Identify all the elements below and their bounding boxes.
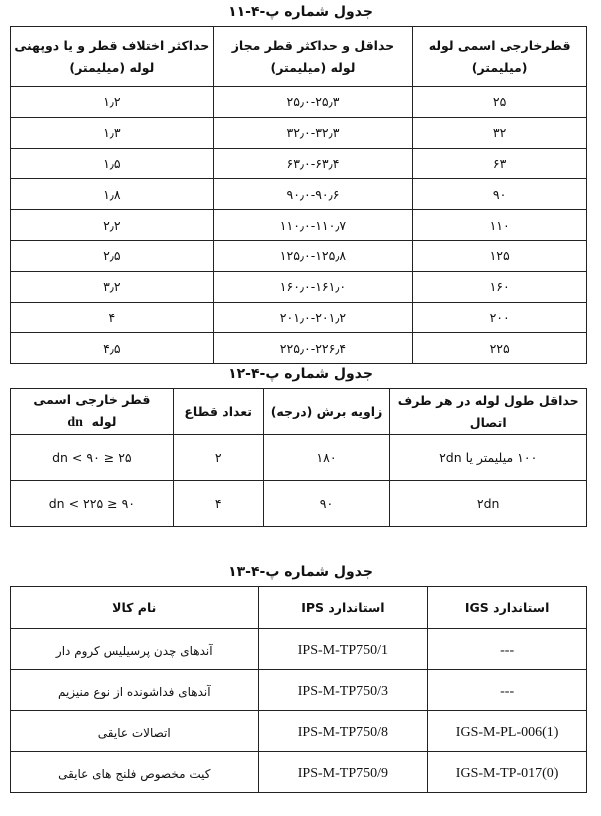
table-row: [11, 435, 587, 481]
nominal-diameter-cell: ۳۲: [413, 117, 587, 148]
table-11-caption: جدول شماره پ-۴-۱۱: [228, 4, 373, 20]
table-11-header-row: [11, 27, 587, 87]
igs-standard-cell-text: IGS-M-PL-006(1): [455, 725, 559, 740]
min-max-diameter-cell: ۲۵٫۰-۲۵٫۳: [213, 87, 413, 118]
item-name-cell: [11, 629, 259, 670]
header-segment-count: تعداد قطاع: [173, 389, 263, 435]
table-row: [11, 333, 587, 364]
ips-standard-cell: [258, 670, 428, 711]
item-name-cell-text: اتصالات عایقی: [97, 725, 171, 740]
dn-range-cell: ۹۰ ≤ dn < ۲۲۵: [11, 481, 174, 527]
max-difference-cell: ۴٫۵: [11, 333, 214, 364]
nominal-diameter-cell: ۲۵: [413, 87, 587, 118]
table-row: [11, 302, 587, 333]
table-row: [11, 670, 587, 711]
min-max-diameter-cell: ۹۰٫۰-۹۰٫۶: [213, 179, 413, 210]
item-name-cell: [11, 670, 259, 711]
table-13: [10, 586, 587, 793]
table-row: [11, 148, 587, 179]
nominal-diameter-cell: ۶۳: [413, 148, 587, 179]
table-row: [11, 210, 587, 241]
item-name-cell-text: کیت مخصوص فلنج های عایقی: [58, 766, 211, 781]
max-difference-cell: ۲٫۲: [11, 210, 214, 241]
header-cut-angle: زاویه برش (درجه): [263, 389, 390, 435]
igs-standard-cell: [428, 670, 587, 711]
max-difference-cell: ۱٫۳: [11, 117, 214, 148]
nominal-diameter-cell: ۹۰: [413, 179, 587, 210]
table-12: [10, 388, 587, 527]
table-row: [11, 271, 587, 302]
item-name-cell: [11, 752, 259, 793]
nominal-diameter-cell: ۱۶۰: [413, 271, 587, 302]
header-nominal-dn: قطر خارجی اسمی لوله dn: [11, 389, 174, 435]
table-row: [11, 752, 587, 793]
angle-cell: ۱۸۰: [263, 435, 390, 481]
header-nominal-diameter: قطرخارجی اسمی لوله (میلیمتر): [413, 27, 587, 87]
ips-standard-cell-text: IPS-M-TP750/8: [297, 725, 388, 740]
ips-standard-cell: [258, 711, 428, 752]
table-13-header-row: [11, 587, 587, 629]
min-max-diameter-cell: ۲۲۵٫۰-۲۲۶٫۴: [213, 333, 413, 364]
item-name-cell: [11, 711, 259, 752]
min-max-diameter-cell: ۱۶۰٫۰-۱۶۱٫۰: [213, 271, 413, 302]
item-name-cell-text: آندهای فداشونده از نوع منیزیم: [57, 684, 211, 699]
min-max-diameter-cell: ۲۰۱٫۰-۲۰۱٫۲: [213, 302, 413, 333]
max-difference-cell: ۳٫۲: [11, 271, 214, 302]
max-difference-cell: ۱٫۵: [11, 148, 214, 179]
igs-standard-cell-text: IGS-M-TP-017(0): [455, 766, 559, 781]
ips-standard-cell-text: IPS-M-TP750/9: [297, 766, 388, 781]
min-max-diameter-cell: ۶۳٫۰-۶۳٫۴: [213, 148, 413, 179]
table-row: [11, 711, 587, 752]
header-igs-standard: استاندارد IGS: [428, 587, 587, 629]
ips-standard-cell: [258, 629, 428, 670]
min-max-diameter-cell: ۱۲۵٫۰-۱۲۵٫۸: [213, 240, 413, 271]
header-min-max-diameter: حداقل و حداکثر قطر مجاز لوله (میلیمتر): [213, 27, 413, 87]
dn-range-cell: ۲۵ ≤ dn < ۹۰: [11, 435, 174, 481]
min-length-cell: ۱۰۰ میلیمتر یا ۲dn: [390, 435, 587, 481]
nominal-diameter-cell: ۱۲۵: [413, 240, 587, 271]
header-ips-standard: استاندارد IPS: [258, 587, 428, 629]
table-13-caption: جدول شماره پ-۴-۱۳: [228, 564, 373, 580]
ips-standard-cell: [258, 752, 428, 793]
header-max-diameter-difference: حداکثر اختلاف قطر و یا دوپهنی لوله (میلیمتر): [11, 27, 214, 87]
igs-standard-cell: [428, 629, 587, 670]
table-row: [11, 87, 587, 118]
igs-standard-cell-text: ---: [500, 684, 515, 699]
ips-standard-cell-text: IPS-M-TP750/3: [297, 684, 388, 699]
table-row: [11, 117, 587, 148]
nominal-diameter-cell: ۲۲۵: [413, 333, 587, 364]
item-name-cell-text: آندهای چدن پرسیلیس کروم دار: [55, 643, 213, 658]
ips-standard-cell-text: IPS-M-TP750/1: [297, 643, 388, 658]
table-row: [11, 481, 587, 527]
nominal-diameter-cell: ۲۰۰: [413, 302, 587, 333]
table-row: [11, 629, 587, 670]
min-max-diameter-cell: ۱۱۰٫۰-۱۱۰٫۷: [213, 210, 413, 241]
nominal-diameter-cell: ۱۱۰: [413, 210, 587, 241]
igs-standard-cell-text: ---: [500, 643, 515, 658]
header-item-name: نام کالا: [11, 587, 259, 629]
igs-standard-cell: [428, 711, 587, 752]
min-max-diameter-cell: ۳۲٫۰-۳۲٫۳: [213, 117, 413, 148]
max-difference-cell: ۲٫۵: [11, 240, 214, 271]
max-difference-cell: ۴: [11, 302, 214, 333]
header-min-pipe-length: حداقل طول لوله در هر طرف اتصال: [390, 389, 587, 435]
max-difference-cell: ۱٫۲: [11, 87, 214, 118]
max-difference-cell: ۱٫۸: [11, 179, 214, 210]
table-11: [10, 26, 587, 364]
count-cell: ۴: [173, 481, 263, 527]
table-12-caption: جدول شماره پ-۴-۱۲: [228, 366, 373, 382]
angle-cell: ۹۰: [263, 481, 390, 527]
min-length-cell: ۲dn: [390, 481, 587, 527]
table-row: [11, 179, 587, 210]
igs-standard-cell: [428, 752, 587, 793]
table-row: [11, 240, 587, 271]
table-12-header-row: [11, 389, 587, 435]
count-cell: ۲: [173, 435, 263, 481]
